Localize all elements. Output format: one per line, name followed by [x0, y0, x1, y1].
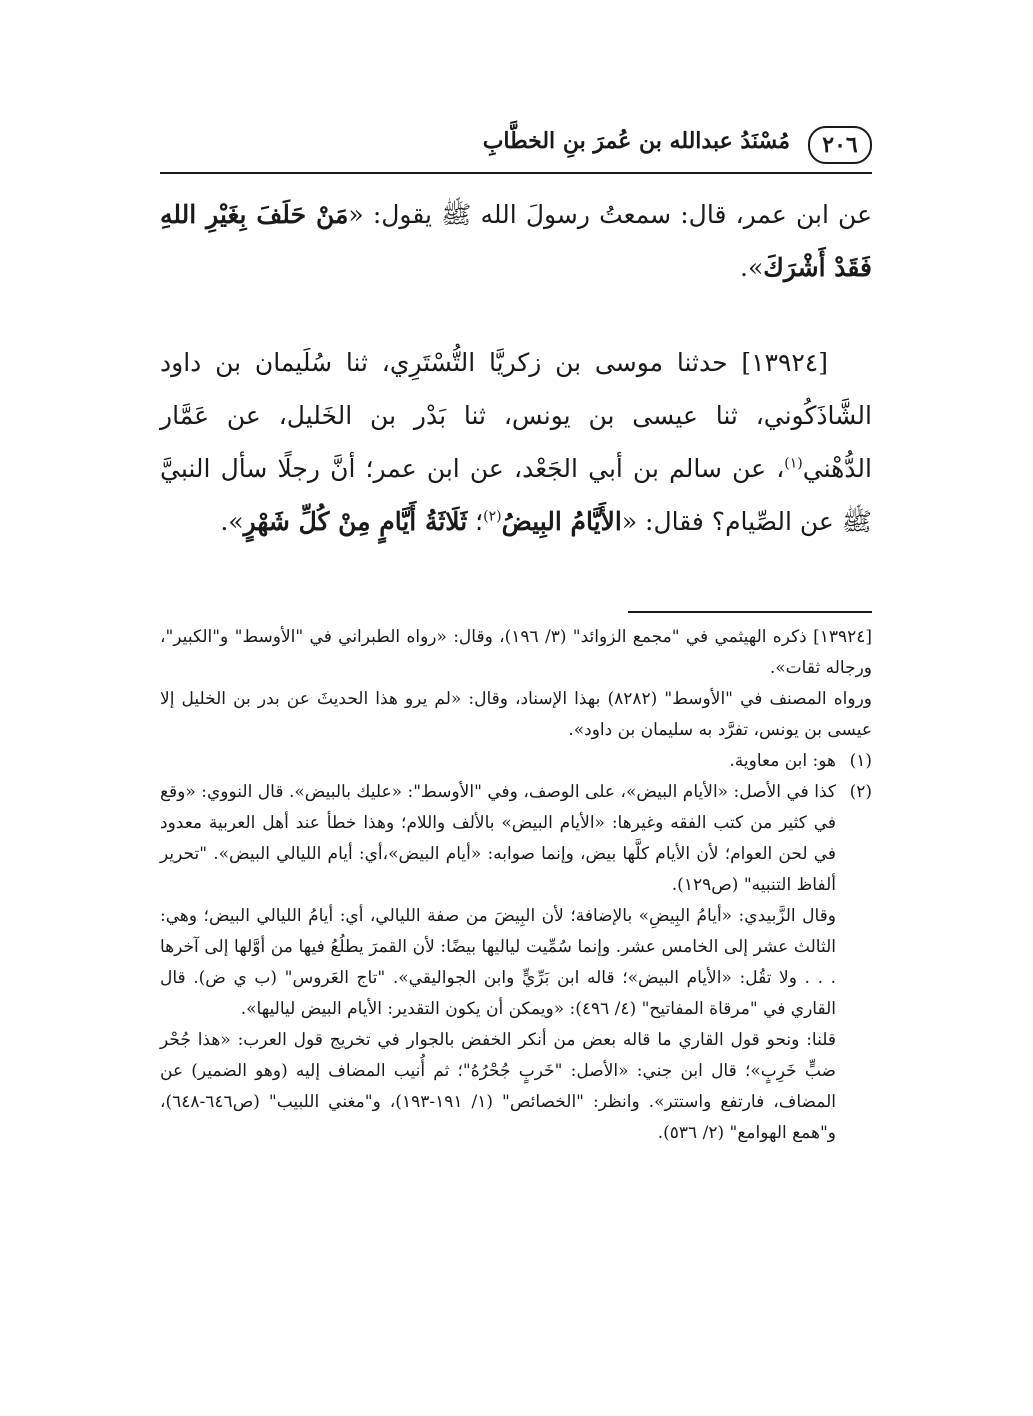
footnote-1: [160, 746, 872, 777]
p2-end: ».: [220, 507, 244, 536]
footnote-2-number: (٢): [849, 782, 872, 802]
page-number: ٢٠٦: [808, 126, 872, 164]
page-header: [160, 118, 872, 174]
footnotes: [160, 622, 872, 1149]
source-note-2: ورواه المصنف في "الأوسط" (٨٢٨٢) بهذا الإسناد، وقال: «لم يرو هذا الحديثَ عن بدر بن الخليل إلا عيسى بن يونس، تفرَّد به سليمان بن داود».: [160, 689, 872, 740]
p2-text-3: ؛: [467, 507, 484, 536]
header-rule: [160, 172, 872, 174]
footnote-ref-2: (٢): [483, 508, 502, 525]
footnote-2-paragraph-2: وقال الزَّبيدي: «أيامُ البِيضِ» بالإضافة؛ لأن البِيضَ من صفة الليالي، أي: أيامُ الليالي البيض؛ وهي: الثالث عشر إلى الخامس عشر. وإنما سُمِّيت لياليها بيضًا: لأن القمرَ يطلُعُ فيها من أوَّلها إلى آخرها . . . ولا تقُل: «الأيام البيض»؛ قاله ابن بَرِّيٍّ وابن الجواليقي». "تاج العَروس" (ب ي ض). قال القاري في "مرقاة المفاتيح" (٤/ ٤٩٦): «ويمكن أن يكون التقدير: الأيام البيض لياليها».: [160, 906, 836, 1019]
p1-hadith: مَنْ حَلَفَ بِغَيْرِ اللهِ فَقَدْ أَشْرَكَ: [160, 200, 872, 282]
p2-hadith-1: الأَيَّامُ البِيضُ: [501, 507, 622, 536]
source-note-1: [١٣٩٢٤] ذكره الهيثمي في "مجمع الزوائد" (٣/ ١٩٦)، وقال: «رواه الطبراني في "الأوسط" و"الكبير"، ورجاله ثقات».: [160, 627, 872, 678]
running-title: مُسْنَدُ عبدالله بن عُمرَ بنِ الخطَّابِ: [482, 128, 790, 154]
footnote-2-text: كذا في الأصل: «الأيام البيض»، على الوصف، وفي "الأوسط": «عليك بالبيض». قال النووي: «وقع في كثير من كتب الفقه وغيرها: «الأيام البيض» بالألف واللام؛ وهذا خطأ عند أهل العربية معدود في لحن العوام؛ لأن الأيام كلَّها بيض، وإنما صوابه: «أيام البيض»،أي: أيام الليالي البيض». "تحرير ألفاظ التنبيه" (ص١٢٩).: [160, 782, 836, 895]
p2-hadith-2: ثَلَاثَةُ أَيَّامٍ مِنْ كُلِّ شَهْرٍ: [243, 507, 468, 536]
p2-text-1: [١٣٩٢٤] حدثنا موسى بن زكريَّا التُّسْتَرِي، ثنا سُلَيمان بن داود الشَّاذَكُوني، ثنا عيسى بن يونس، ثنا بَدْر بن الخَليل، عن عَمَّار الدُّهْني: [160, 348, 872, 483]
p2-text-2: ، عن سالم بن أبي الجَعْد، عن ابن عمر؛ أنَّ رجلًا سأل النبيَّ ﷺ عن الصِّيام؟ فقال: «: [160, 454, 872, 536]
p1-text: عن ابن عمر، قال: سمعتُ رسولَ الله ﷺ يقول: «: [348, 200, 872, 229]
footnote-2: [160, 777, 872, 901]
footnote-ref-1: (١): [784, 455, 803, 472]
footnote-1-number: (١): [849, 751, 872, 771]
footnote-2-paragraph-3: قلنا: ونحو قول القاري ما قاله بعض من أنكر الخفض بالجوار في تخريج قول العرب: «هذا جُحْر ضبٍّ خَرِبٍ»؛ قال ابن جني: «الأصل: "خَربٍ جُحْرُهُ"؛ ثم أُنيب المضاف إليه (وهو الضمير) عن المضاف، فارتفع واستتر». وانظر: "الخصائص" (١/ ١٩١-١٩٣)، و"مغني اللبيب" (ص٦٤٦-٦٤٨)، و"همع الهوامع" (٢/ ٥٣٦).: [160, 1030, 836, 1143]
paragraph-2: [160, 336, 872, 548]
footnote-1-text: هو: ابن معاوية.: [729, 751, 836, 771]
footnote-separator: [628, 611, 872, 613]
paragraph-1: [160, 188, 872, 294]
main-text: [160, 188, 872, 548]
p1-end: ».: [740, 253, 764, 282]
